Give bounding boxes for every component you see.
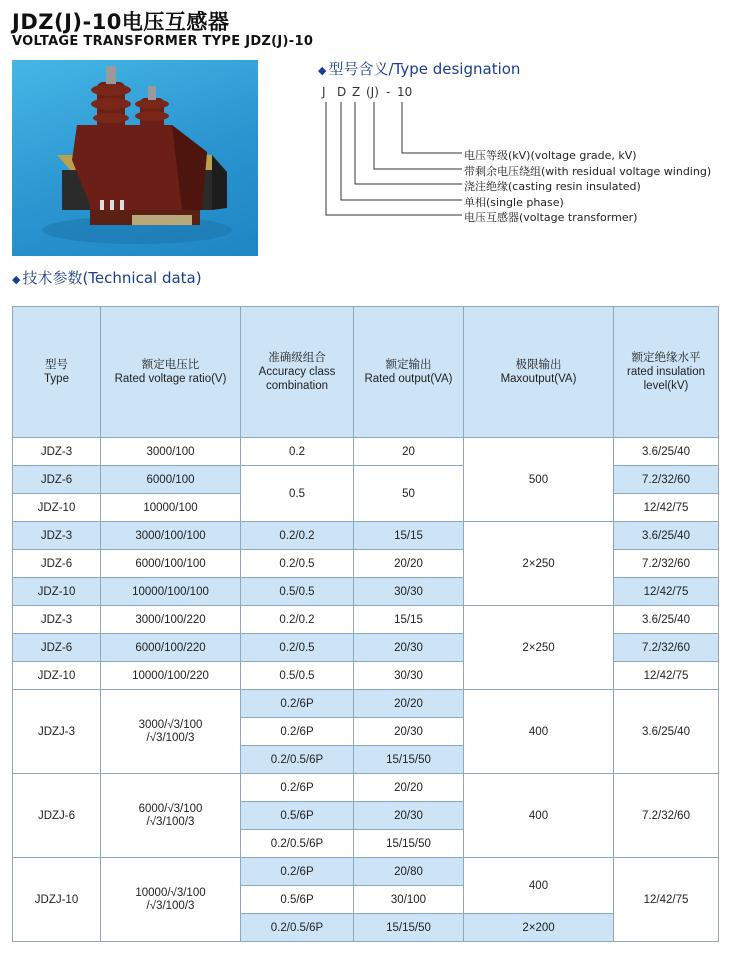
- cell-accuracy: 0.5/0.5: [241, 578, 354, 606]
- code-letter: 10: [397, 85, 413, 99]
- table-row: [13, 774, 719, 802]
- cell-accuracy: 0.2/0.2: [241, 522, 354, 550]
- cell-output: 20/30: [354, 802, 464, 830]
- cell-ratio: 10000/100: [101, 494, 241, 522]
- diamond-bullet-icon: ◆: [318, 64, 327, 77]
- cell-output: 15/15: [354, 522, 464, 550]
- table-row: [13, 634, 719, 662]
- cell-ratio: 6000/100/100: [101, 550, 241, 578]
- cell-output: 20/30: [354, 634, 464, 662]
- cell-accuracy: 0.2: [241, 438, 354, 466]
- cell-output: 30/30: [354, 578, 464, 606]
- cell-output: 15/15/50: [354, 746, 464, 774]
- cell-type: JDZ-6: [13, 550, 101, 578]
- table-row: [13, 578, 719, 606]
- cell-accuracy: 0.5/0.5: [241, 662, 354, 690]
- diamond-bullet-icon: ◆: [12, 273, 21, 286]
- cell-ratio: 3000/100/100: [101, 522, 241, 550]
- cell-ratio: 10000/100/220: [101, 662, 241, 690]
- cell-accuracy: 0.2/6P: [241, 858, 354, 886]
- cell-ratio: 6000/100: [101, 466, 241, 494]
- cell-insulation: 3.6/25/40: [614, 522, 719, 550]
- cell-ratio: 10000/100/100: [101, 578, 241, 606]
- cell-output: 20/80: [354, 858, 464, 886]
- cell-insulation: 12/42/75: [614, 578, 719, 606]
- cell-insulation: 7.2/32/60: [614, 466, 719, 494]
- cell-accuracy: 0.5/6P: [241, 802, 354, 830]
- cell-insulation: 12/42/75: [614, 662, 719, 690]
- code-letter: -: [386, 85, 391, 99]
- table-row: [13, 550, 719, 578]
- cell-accuracy: 0.2/6P: [241, 774, 354, 802]
- cell-output: 15/15/50: [354, 830, 464, 858]
- cell-ratio: 3000/100/220: [101, 606, 241, 634]
- cell-accuracy: 0.5/6P: [241, 886, 354, 914]
- legend-voltage-transformer: 电压互感器(voltage transformer): [464, 211, 638, 224]
- cell-max-output: 2×250: [464, 606, 614, 690]
- cell-max-output: 2×200: [464, 914, 614, 942]
- header-max-output: 极限输出 Maxoutput(VA): [464, 307, 614, 438]
- legend-single-phase: 单相(single phase): [464, 196, 564, 209]
- cell-accuracy: 0.2/0.5/6P: [241, 830, 354, 858]
- cell-output: 30/100: [354, 886, 464, 914]
- cell-type: JDZJ-3: [13, 690, 101, 774]
- cell-ratio: 3000/√3/100 /√3/100/3: [101, 690, 241, 774]
- code-letter: J: [322, 85, 326, 99]
- table-row: [13, 690, 719, 718]
- cell-output: 15/15: [354, 606, 464, 634]
- cell-type: JDZ-10: [13, 662, 101, 690]
- cell-insulation: 3.6/25/40: [614, 690, 719, 774]
- legend-casting-resin: 浇注绝缘(casting resin insulated): [464, 180, 641, 193]
- cell-output: 20/20: [354, 690, 464, 718]
- cell-max-output: 400: [464, 858, 614, 914]
- designation-bracket-lines: [0, 0, 740, 240]
- cell-insulation: 7.2/32/60: [614, 550, 719, 578]
- cell-accuracy: 0.2/0.2: [241, 606, 354, 634]
- cell-output: 50: [354, 466, 464, 522]
- cell-output: 15/15/50: [354, 914, 464, 942]
- cell-accuracy: 0.5: [241, 466, 354, 522]
- cell-type: JDZ-3: [13, 606, 101, 634]
- cell-type: JDZ-10: [13, 494, 101, 522]
- cell-accuracy: 0.2/0.5: [241, 634, 354, 662]
- cell-type: JDZ-3: [13, 438, 101, 466]
- cell-type: JDZJ-10: [13, 858, 101, 942]
- cell-accuracy: 0.2/0.5/6P: [241, 746, 354, 774]
- cell-insulation: 7.2/32/60: [614, 774, 719, 858]
- cell-max-output: 2×250: [464, 522, 614, 606]
- cell-type: JDZ-10: [13, 578, 101, 606]
- cell-insulation: 12/42/75: [614, 858, 719, 942]
- header-output: 额定输出 Rated output(VA): [354, 307, 464, 438]
- header-accuracy: 准确级组合 Accuracy class combination: [241, 307, 354, 438]
- technical-data-table: [12, 306, 719, 942]
- cell-output: 20: [354, 438, 464, 466]
- cell-max-output: 400: [464, 774, 614, 858]
- header-ratio: 额定电压比 Rated voltage ratio(V): [101, 307, 241, 438]
- table-row: [13, 522, 719, 550]
- legend-voltage-grade: 电压等级(kV)(voltage grade, kV): [464, 149, 637, 162]
- page-subtitle: VOLTAGE TRANSFORMER TYPE JDZ(J)-10: [12, 34, 314, 49]
- designation-heading: ◆ 型号含义/Type designation: [318, 60, 521, 78]
- code-letter: D: [337, 85, 347, 99]
- cell-type: JDZ-3: [13, 522, 101, 550]
- page-title: JDZ(J)-10电压互感器: [12, 10, 230, 34]
- legend-residual-winding: 带剩余电压绕组(with residual voltage winding): [464, 165, 712, 178]
- cell-output: 30/30: [354, 662, 464, 690]
- cell-accuracy: 0.2/6P: [241, 718, 354, 746]
- cell-output: 20/30: [354, 718, 464, 746]
- cell-insulation: 12/42/75: [614, 494, 719, 522]
- table-header-row: [13, 307, 719, 438]
- table-row: [13, 466, 719, 494]
- cell-insulation: 3.6/25/40: [614, 606, 719, 634]
- cell-accuracy: 0.2/6P: [241, 690, 354, 718]
- table-row: [13, 438, 719, 466]
- header-type: 型号 Type: [13, 307, 101, 438]
- technical-heading: ◆ 技术参数(Technical data): [12, 269, 202, 287]
- cell-insulation: 3.6/25/40: [614, 438, 719, 466]
- table-row: [13, 858, 719, 886]
- cell-ratio: 6000/√3/100 /√3/100/3: [101, 774, 241, 858]
- cell-ratio: 10000/√3/100 /√3/100/3: [101, 858, 241, 942]
- cell-output: 20/20: [354, 550, 464, 578]
- cell-max-output: 400: [464, 690, 614, 774]
- cell-accuracy: 0.2/0.5: [241, 550, 354, 578]
- table-row: [13, 606, 719, 634]
- cell-accuracy: 0.2/0.5/6P: [241, 914, 354, 942]
- cell-type: JDZ-6: [13, 466, 101, 494]
- table-row: [13, 662, 719, 690]
- cell-type: JDZ-6: [13, 634, 101, 662]
- header-insulation: 额定绝缘水平 rated insulation level(kV): [614, 307, 719, 438]
- code-letter: Z: [352, 85, 361, 99]
- cell-output: 20/20: [354, 774, 464, 802]
- cell-ratio: 3000/100: [101, 438, 241, 466]
- cell-insulation: 7.2/32/60: [614, 634, 719, 662]
- code-letter: (J): [366, 85, 379, 99]
- cell-type: JDZJ-6: [13, 774, 101, 858]
- cell-max-output: 500: [464, 438, 614, 522]
- cell-ratio: 6000/100/220: [101, 634, 241, 662]
